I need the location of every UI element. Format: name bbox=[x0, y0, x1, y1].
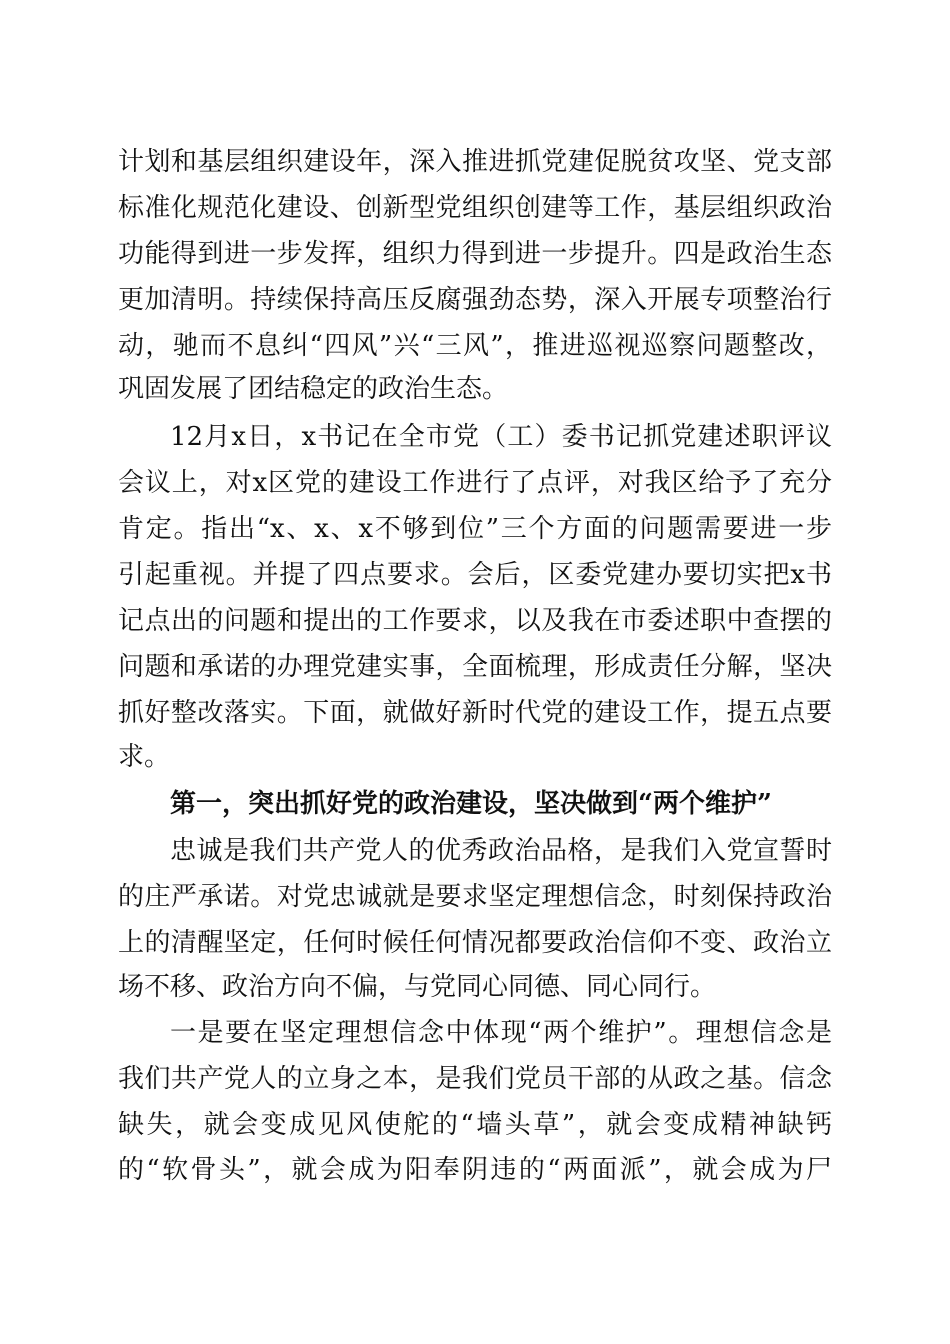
text-line: 忠诚是我们共产党人的优秀政治品格，是我们入党宣誓时 bbox=[170, 836, 832, 866]
text-line: 的“软骨头”，就会成为阳奉阴违的“两面派”，就会成为尸 bbox=[118, 1155, 832, 1185]
text-line: 我们共产党人的立身之本，是我们党员干部的从政之基。信念 bbox=[118, 1064, 832, 1094]
text-line: 问题和承诺的办理党建实事，全面梳理，形成责任分解，坚决 bbox=[118, 652, 832, 682]
text-line: 12月x日，x书记在全市党（工）委书记抓党建述职评议 bbox=[170, 422, 832, 452]
text-line: 缺失，就会变成见风使舵的“墙头草”，就会变成精神缺钙 bbox=[118, 1110, 832, 1140]
text-line: 引起重视。并提了四点要求。会后，区委党建办要切实把x书 bbox=[118, 560, 832, 590]
text-line: 一是要在坚定理想信念中体现“两个维护”。理想信念是 bbox=[170, 1018, 832, 1048]
text-line: 巩固发展了团结稳定的政治生态。 bbox=[118, 374, 509, 404]
text-line: 功能得到进一步发挥，组织力得到进一步提升。四是政治生态 bbox=[118, 239, 832, 269]
text-line: 更加清明。持续保持高压反腐强劲态势，深入开展专项整治行 bbox=[118, 285, 832, 315]
text-line: 的庄严承诺。对党忠诚就是要求坚定理想信念，时刻保持政治 bbox=[118, 882, 832, 912]
text-line: 求。 bbox=[118, 742, 171, 772]
text-line: 标准化规范化建设、创新型党组织创建等工作，基层组织政治 bbox=[118, 193, 832, 223]
text-line: 上的清醒坚定，任何时候任何情况都要政治信仰不变、政治立 bbox=[118, 928, 832, 958]
text-line: 抓好整改落实。下面，就做好新时代党的建设工作，提五点要 bbox=[118, 698, 832, 728]
text-line: 场不移、政治方向不偏，与党同心同德、同心同行。 bbox=[118, 972, 717, 1002]
section-heading: 第一，突出抓好党的政治建设，坚决做到“两个维护” bbox=[170, 789, 772, 819]
text-line: 肯定。指出“x、x、x不够到位”三个方面的问题需要进一步 bbox=[118, 514, 832, 544]
text-line: 会议上，对x区党的建设工作进行了点评，对我区给予了充分 bbox=[118, 468, 832, 498]
text-line: 计划和基层组织建设年，深入推进抓党建促脱贫攻坚、党支部 bbox=[118, 147, 832, 177]
text-line: 动，驰而不息纠“四风”兴“三风”，推进巡视巡察问题整改， bbox=[118, 331, 832, 361]
text-line: 记点出的问题和提出的工作要求，以及我在市委述职中查摆的 bbox=[118, 606, 832, 636]
